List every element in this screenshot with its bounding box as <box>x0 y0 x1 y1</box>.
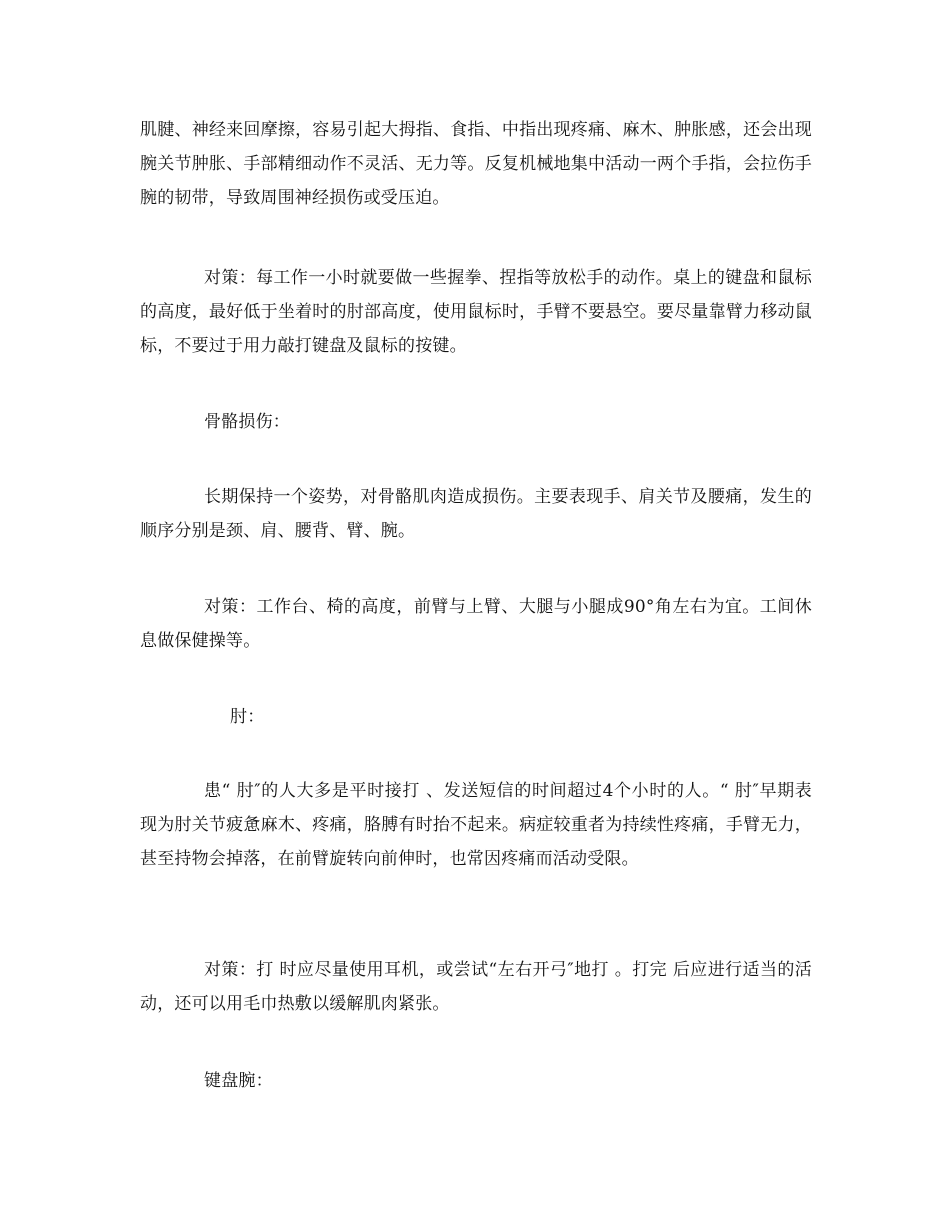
heading-bone-injury: 骨骼损伤： <box>204 412 290 432</box>
paragraph-elbow-countermeasure: 对策：打 时应尽量使用耳机，或尝试“左右开弓″地打 。打完 后应进行适当的活动，还可以用毛巾热敷以缓解肌肉紧张。 <box>140 960 812 1014</box>
heading-keyboard-wrist: 键盘腕： <box>204 1071 273 1091</box>
paragraph-bone-injury: 长期保持一个姿势，对骨骼肌肉造成损伤。主要表现手、肩关节及腰痛，发生的顺序分别是颈、肩、腰背、臂、腕。 <box>140 487 812 541</box>
paragraph-tendon-symptoms: 肌腱、神经来回摩擦，容易引起大拇指、食指、中指出现疼痛、麻木、肿胀感，还会出现腕关节肿胀、手部精细动作不灵活、无力等。反复机械地集中活动一两个手指，会拉伤手腕的韧带，导致周围神经损伤或受压迫。 <box>140 120 812 208</box>
heading-elbow: 肘： <box>230 707 265 727</box>
paragraph-hand-countermeasure: 对策：每工作一小时就要做一些握拳、捏指等放松手的动作。桌上的键盘和鼠标的高度，最好低于坐着时的肘部高度，使用鼠标时，手臂不要悬空。要尽量靠臂力移动鼠标，不要过于用力敲打键盘及鼠标的按键。 <box>140 268 812 356</box>
paragraph-elbow-symptoms: 患“ 肘″的人大多是平时接打 、发送短信的时间超过4个小时的人。“ 肘″早期表现为肘关节疲惫麻木、疼痛，胳膊有时抬不起来。病症较重者为持续性疼痛，手臂无力，甚至持物会掉落，在前臂旋转向前伸时，也常因疼痛而活动受限。 <box>140 781 812 869</box>
paragraph-bone-countermeasure: 对策：工作台、椅的高度，前臂与上臂、大腿与小腿成90°角左右为宜。工间休息做保健操等。 <box>140 597 812 651</box>
